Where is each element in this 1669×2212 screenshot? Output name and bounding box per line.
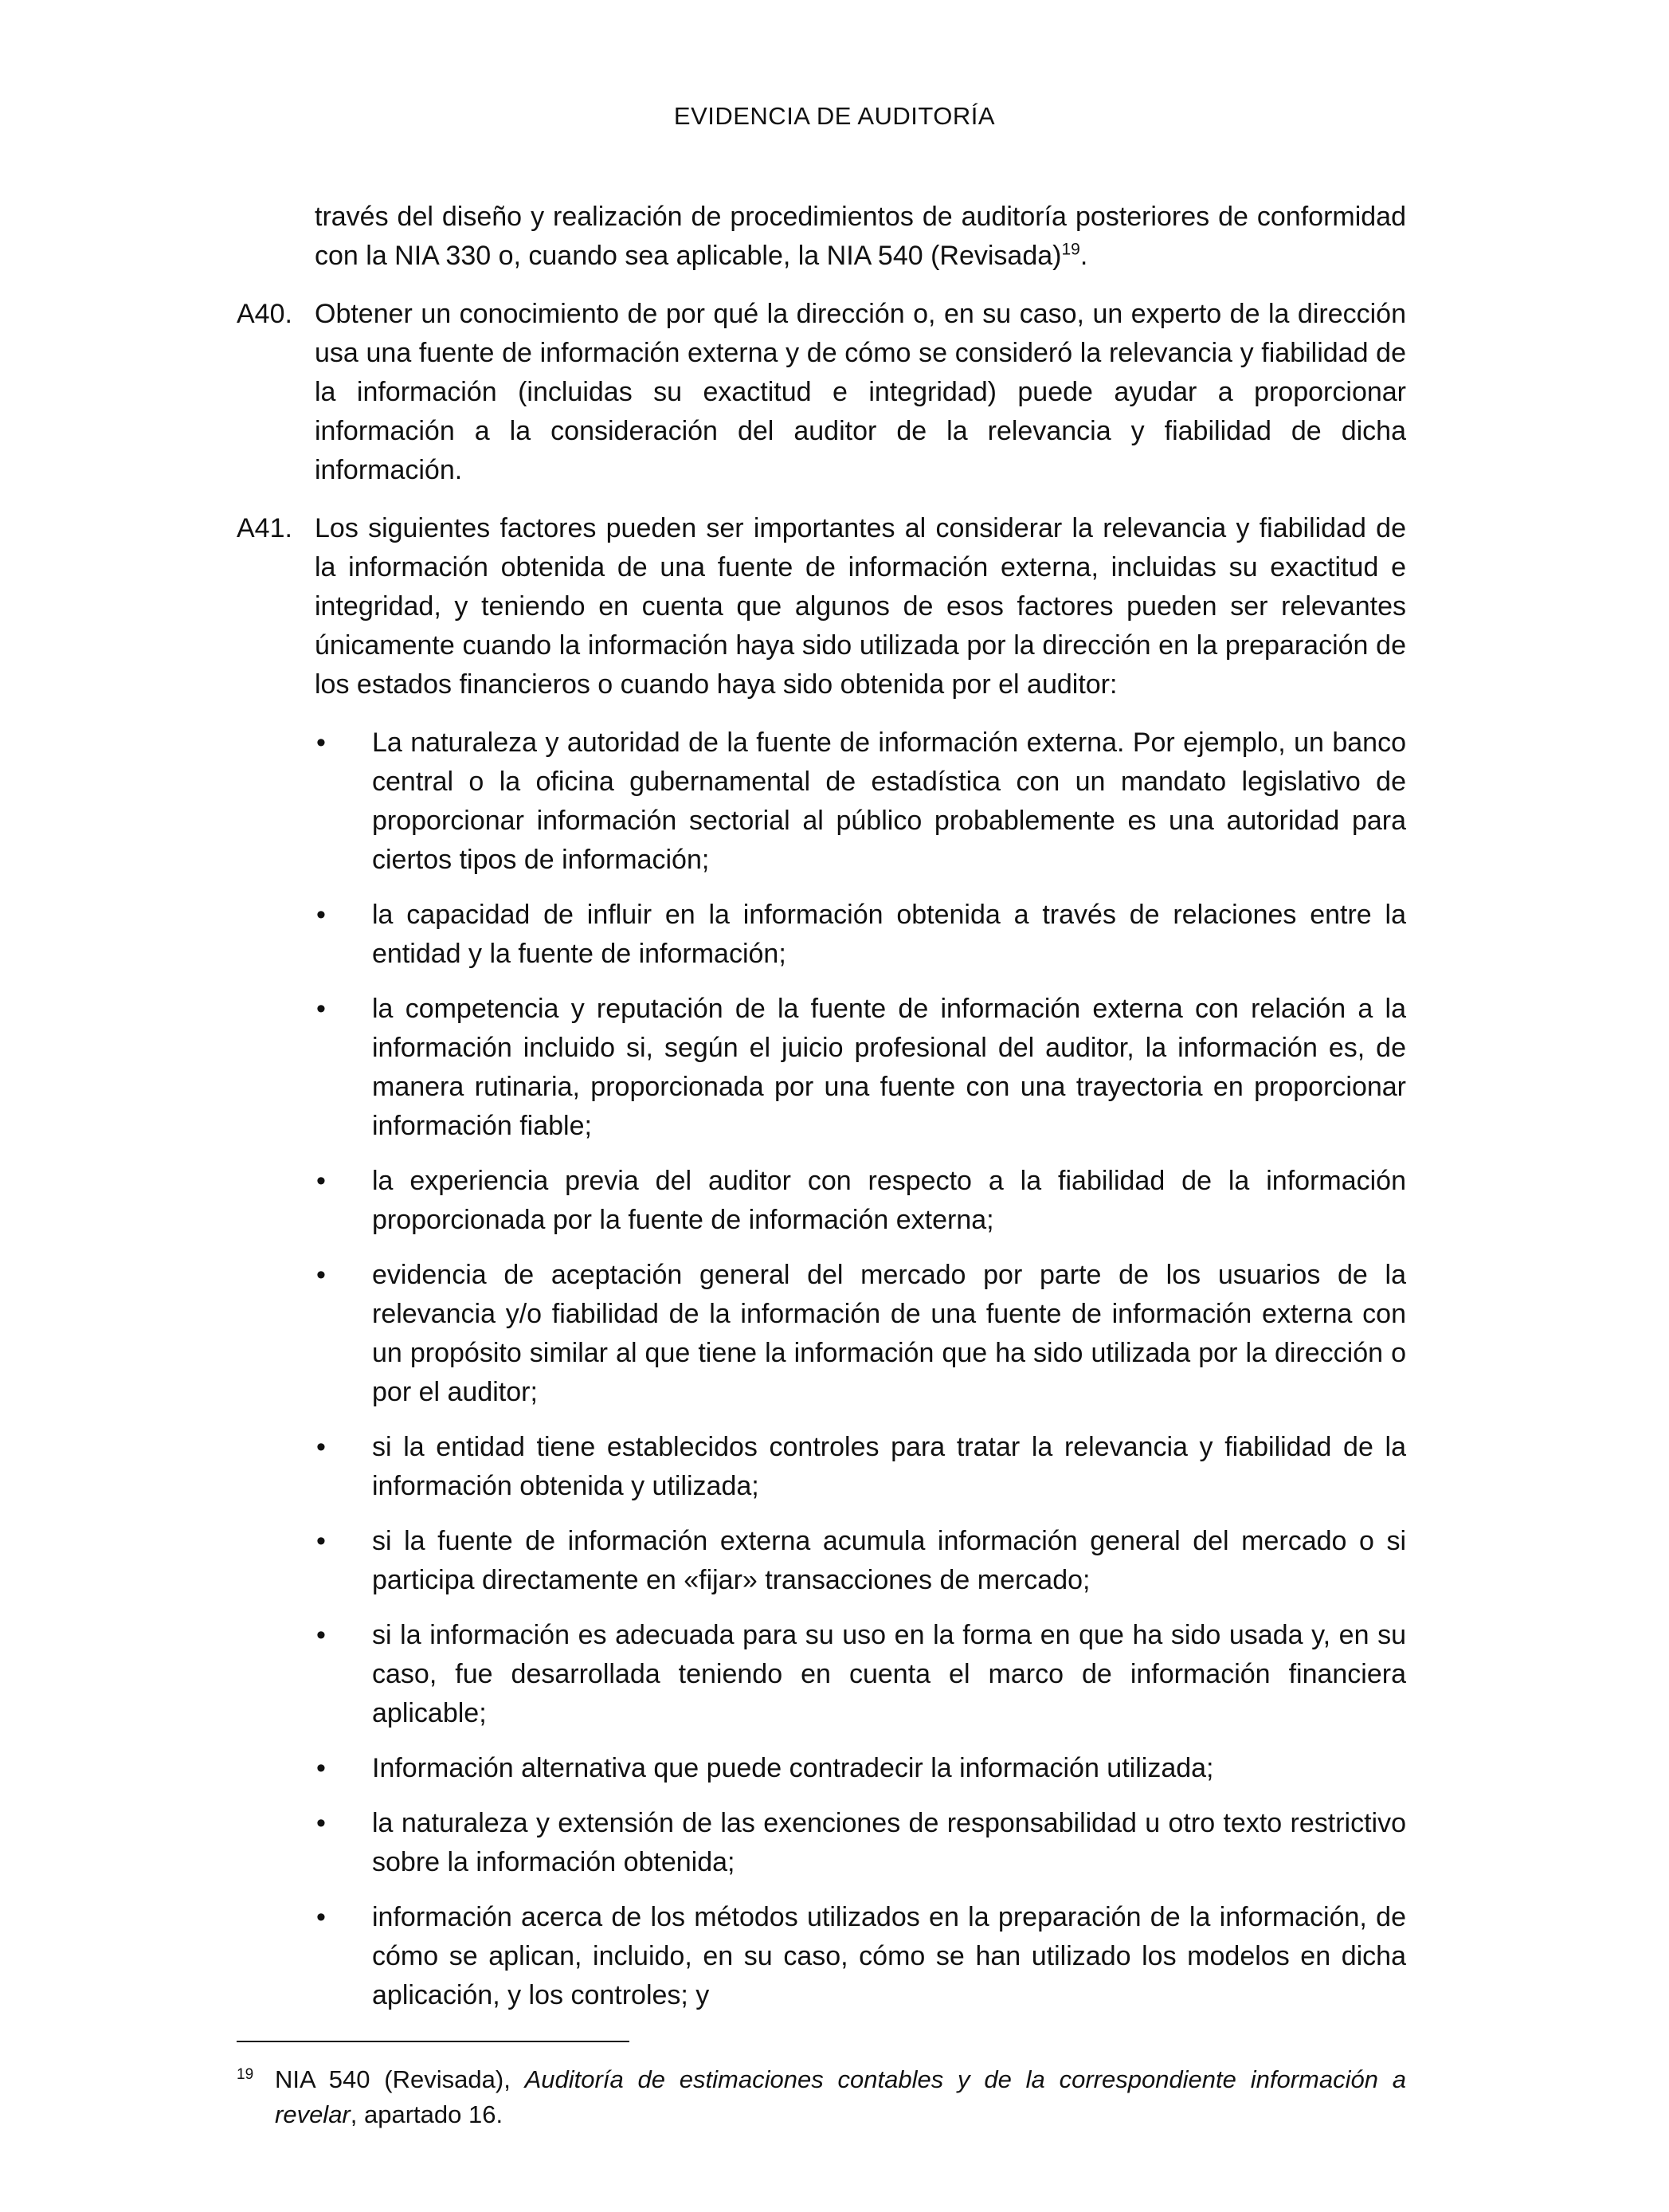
list-item-text: la experiencia previa del auditor con respecto a la fiabilidad de la información proporcionada por la fuente de información externa; [372, 1166, 1406, 1235]
continuation-paragraph [237, 198, 1406, 276]
footnote-title: Auditoría de estimaciones contables y de la correspondiente información a revelar [275, 2065, 1406, 2128]
factor-list [237, 724, 1406, 2015]
list-item-text: la naturaleza y extensión de las exenciones de responsabilidad u otro texto restrictivo sobre la información obtenida; [372, 1808, 1406, 1877]
footnote-number: 19 [237, 2066, 254, 2083]
paragraph-text: Los siguientes factores pueden ser importantes al considerar la relevancia y fiabilidad de la información obtenida de una fuente de información externa, incluidas su exactitud e integridad, y teniendo en cuenta que algunos de esos factores pueden ser relevantes únicamente cuando la información haya sido utilizada por la dirección en la preparación de los estados financieros o cuando haya sido obtenida por el auditor: [315, 513, 1406, 700]
list-item-text: evidencia de aceptación general del mercado por parte de los usuarios de la relevancia y/o fiabilidad de la información de una fuente de información externa con un propósito similar al que tiene la información que ha sido utilizada por la dirección o por el auditor; [372, 1260, 1406, 1407]
list-item-text: la competencia y reputación de la fuente de información externa con relación a la información incluido si, según el juicio profesional del auditor, la información es, de manera rutinaria, proporcionada por una fuente con una trayectoria en proporcionar información fiable; [372, 994, 1406, 1141]
list-item-text: la capacidad de influir en la información obtenida a través de relaciones entre la entidad y la fuente de información; [372, 900, 1406, 969]
list-item [237, 990, 1406, 1146]
list-item [237, 1428, 1406, 1506]
footnote-reference[interactable]: 19 [1061, 240, 1080, 259]
paragraph-number: A40. [237, 299, 292, 329]
bullet-icon: • [316, 1432, 326, 1462]
paragraph-a41 [237, 509, 1406, 704]
list-item-text: Información alternativa que puede contradecir la información utilizada; [372, 1753, 1214, 1783]
bullet-icon: • [316, 1260, 326, 1290]
list-item-text: información acerca de los métodos utilizados en la preparación de la información, de cómo se aplican, incluido, en su caso, cómo se han utilizado los modelos en dicha aplicación, y los controles; y [372, 1902, 1406, 2010]
list-item [237, 1522, 1406, 1600]
footnote-separator [237, 2041, 629, 2042]
bullet-icon: • [316, 994, 326, 1024]
bullet-icon: • [316, 728, 326, 758]
paragraph-a40 [237, 295, 1406, 490]
list-item [237, 1616, 1406, 1733]
bullet-icon: • [316, 1166, 326, 1196]
bullet-icon: • [316, 1808, 326, 1838]
footnote-prefix: NIA 540 (Revisada), [275, 2065, 525, 2093]
bullet-icon: • [316, 900, 326, 930]
list-item-text: La naturaleza y autoridad de la fuente de información externa. Por ejemplo, un banco central o la oficina gubernamental de estadística con un mandato legislativo de proporcionar información sectorial al público probablemente es una autoridad para ciertos tipos de información; [372, 728, 1406, 875]
footnote-text [237, 2062, 1406, 2132]
body-text [237, 198, 1406, 2031]
footnote-suffix: , apartado 16. [350, 2100, 503, 2128]
bullet-icon: • [316, 1753, 326, 1783]
list-item [237, 1804, 1406, 1882]
footnote [237, 2062, 1406, 2132]
list-item [237, 1162, 1406, 1240]
list-item [237, 896, 1406, 974]
continuation-end: . [1079, 241, 1088, 271]
list-item [237, 1749, 1406, 1788]
list-item [237, 724, 1406, 880]
list-item [237, 1898, 1406, 2015]
list-item-text: si la información es adecuada para su uso en la forma en que ha sido usada y, en su caso, fue desarrollada teniendo en cuenta el marco de información financiera aplicable; [372, 1620, 1406, 1728]
bullet-icon: • [316, 1620, 326, 1650]
paragraph-number: A41. [237, 513, 292, 543]
list-item-text: si la fuente de información externa acumula información general del mercado o si participa directamente en «fijar» transacciones de mercado; [372, 1526, 1406, 1595]
bullet-icon: • [316, 1902, 326, 1932]
bullet-icon: • [316, 1526, 326, 1556]
paragraph-text: Obtener un conocimiento de por qué la dirección o, en su caso, un experto de la dirección usa una fuente de información externa y de cómo se consideró la relevancia y fiabilidad de la información (incluidas su exactitud e integridad) puede ayudar a proporcionar información a la consideración del auditor de la relevancia y fiabilidad de dicha información. [315, 299, 1406, 485]
list-item [237, 1256, 1406, 1412]
continuation-text: través del diseño y realización de procedimientos de auditoría posteriores de conformidad con la NIA 330 o, cuando sea aplicable, la NIA 540 (Revisada) [315, 202, 1406, 271]
list-item-text: si la entidad tiene establecidos controles para tratar la relevancia y fiabilidad de la información obtenida y utilizada; [372, 1432, 1406, 1501]
running-header: EVIDENCIA DE AUDITORÍA [673, 102, 996, 130]
